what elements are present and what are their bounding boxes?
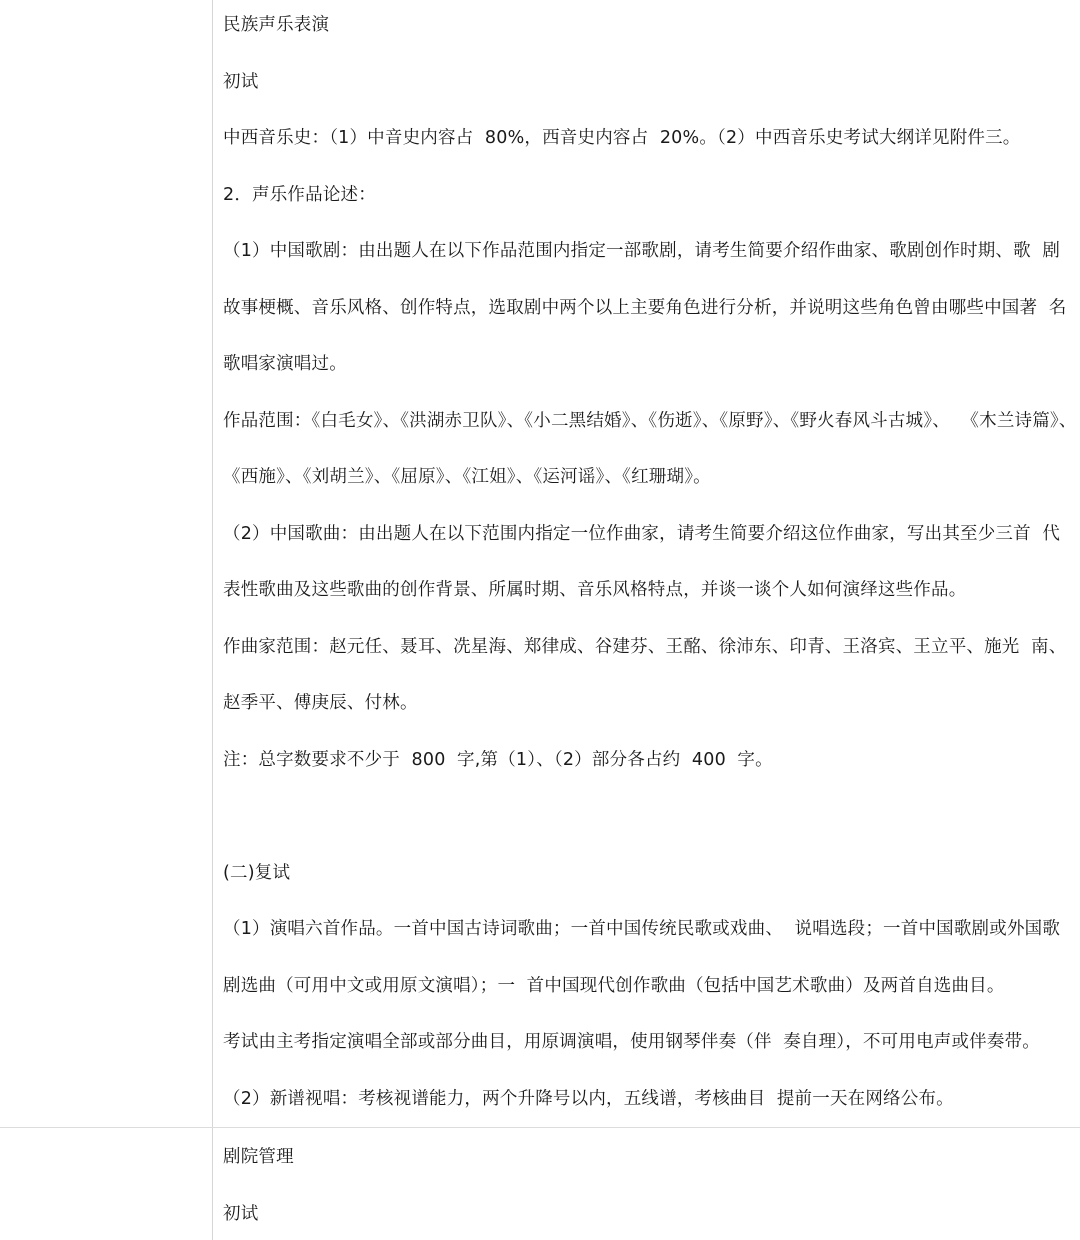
composers-list: 作曲家范围：赵元任、聂耳、冼星海、郑律成、谷建芬、王酩、徐沛东、印青、王洛宾、王立平、施光 南、 <box>223 633 1080 690</box>
paragraph-line: （1）中国歌剧：由出题人在以下作品范围内指定一部歌剧，请考生简要介绍作曲家、歌剧创作时期、歌 剧 <box>223 237 1080 294</box>
exam-stage-heading: 初试 <box>223 68 1080 125</box>
table-cell-left <box>0 0 213 1127</box>
table-cell-content <box>213 0 1080 1127</box>
paragraph-line: （2）新谱视唱：考核视谱能力，两个升降号以内，五线谱，考核曲目 提前一天在网络公布。 <box>223 1085 1080 1128</box>
exam-stage-heading: (二)复试 <box>223 859 1080 916</box>
major-title: 民族声乐表演 <box>223 11 1080 68</box>
paragraph-line: 故事梗概、音乐风格、创作特点，选取剧中两个以上主要角色进行分析，并说明这些角色曾由哪些中国著 名 <box>223 294 1080 351</box>
paragraph-line: 中西音乐史：（1）中音史内容占 80%，西音史内容占 20%。（2）中西音乐史考试大纲详见附件三。 <box>223 124 1080 181</box>
paragraph-line: 歌唱家演唱过。 <box>223 350 1080 407</box>
paragraph-line: （2）中国歌曲：由出题人在以下范围内指定一位作曲家，请考生简要介绍这位作曲家，写出其至少三首 代 <box>223 520 1080 577</box>
paragraph-line: 表性歌曲及这些歌曲的创作背景、所属时期、音乐风格特点，并谈一谈个人如何演绎这些作品。 <box>223 576 1080 633</box>
composers-list: 赵季平、傅庚辰、付林。 <box>223 689 1080 746</box>
table-row-theatre-management <box>0 1127 1080 1240</box>
table-cell-content <box>213 1128 1080 1240</box>
paragraph-line: 剧选曲（可用中文或用原文演唱）；一 首中国现代创作歌曲（包括中国艺术歌曲）及两首自选曲目。 <box>223 972 1080 1029</box>
paragraph-line: 考试由主考指定演唱全部或部分曲目，用原调演唱，使用钢琴伴奏（伴 奏自理），不可用电声或伴奏带。 <box>223 1028 1080 1085</box>
major-title: 剧院管理 <box>223 1143 1080 1200</box>
paragraph-line: （1）演唱六首作品。一首中国古诗词歌曲；一首中国传统民歌或戏曲、 说唱选段；一首中国歌剧或外国歌 <box>223 915 1080 972</box>
exam-stage-heading: 初试 <box>223 1200 1080 1240</box>
word-count-note: 注：总字数要求不少于 800 字,第（1）、（2）部分各占约 400 字。 <box>223 746 1080 803</box>
opera-works-list: 作品范围：《白毛女》、《洪湖赤卫队》、《小二黑结婚》、《伤逝》、《原野》、《野火春风斗古城》、 《木兰诗篇》、 <box>223 407 1080 464</box>
table-cell-left <box>0 1128 213 1240</box>
subsection-heading: 2．声乐作品论述： <box>223 181 1080 238</box>
blank-line <box>223 802 1080 859</box>
opera-works-list: 《西施》、《刘胡兰》、《屈原》、《江姐》、《运河谣》、《红珊瑚》。 <box>223 463 1080 520</box>
